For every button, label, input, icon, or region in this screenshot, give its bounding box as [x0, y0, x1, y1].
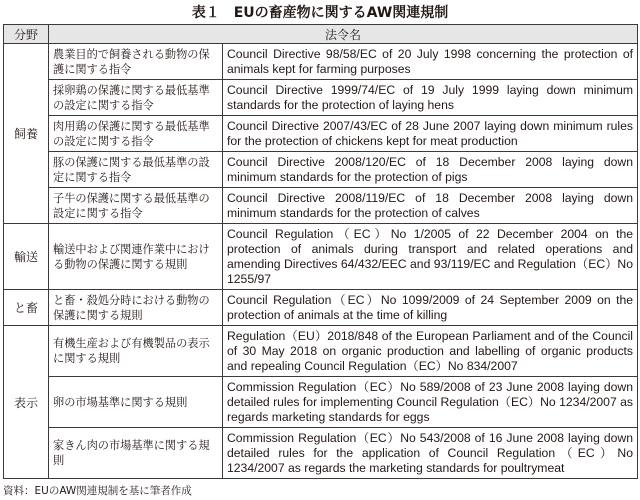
- table-row: [4, 152, 638, 188]
- header-category: 分野: [4, 25, 49, 44]
- law-name-jp: 卵の市場基準に関する規則: [49, 377, 223, 428]
- category-cell: 飼養: [4, 44, 49, 224]
- table-title: 表１ EUの畜産物に関するAW関連規制: [191, 5, 449, 21]
- law-name-en: Council Directive 2008/120/EC of 18 December 2008 laying down minimum standards for the protection of pigs: [223, 152, 638, 188]
- table-row: [4, 224, 638, 290]
- law-name-en: Council Directive 2007/43/EC of 28 June 2007 laying down minimum rules for the protection of chickens kept for meat production: [223, 116, 638, 152]
- table-row: [4, 428, 638, 479]
- law-name-en: Council Directive 2008/119/EC of 18 December 2008 laying down minimum standards for the protection of calves: [223, 188, 638, 224]
- table-row: [4, 44, 638, 80]
- table-row: [4, 116, 638, 152]
- table-row: [4, 290, 638, 326]
- law-name-en: Commission Regulation（EC）No 589/2008 of 23 June 2008 laying down detailed rules for implementing Council Regulation（EC）No 1234/2007 as regards marketing standards for eggs: [223, 377, 638, 428]
- category-cell: と畜: [4, 290, 49, 326]
- law-name-jp: 有機生産および有機製品の表示に関する規則: [49, 326, 223, 377]
- category-cell: 輸送: [4, 224, 49, 290]
- regulation-table: [3, 24, 638, 479]
- law-name-en: Council Regulation（EC）No 1/2005 of 22 December 2004 on the protection of animals during transport and related operations and amending Directives 64/432/EEC and 93/119/EC and Regulation（EC）No 1255/97: [223, 224, 638, 290]
- law-name-en: Council Regulation（EC）No 1099/2009 of 24 September 2009 on the protection of animals at the time of killing: [223, 290, 638, 326]
- law-name-en: Council Directive 1999/74/EC of 19 July 1999 laying down minimum standards for the protection of laying hens: [223, 80, 638, 116]
- header-row: [4, 25, 638, 44]
- law-name-jp: 採卵鶏の保護に関する最低基準の設定に関する指令: [49, 80, 223, 116]
- category-cell: 表示: [4, 326, 49, 479]
- table-row: [4, 377, 638, 428]
- law-name-jp: と畜・殺処分時における動物の保護に関する規則: [49, 290, 223, 326]
- table-row: [4, 188, 638, 224]
- law-name-jp: 豚の保護に関する最低基準の設定に関する指令: [49, 152, 223, 188]
- law-name-jp: 子牛の保護に関する最低基準の設定に関する指令: [49, 188, 223, 224]
- law-name-jp: 肉用鶏の保護に関する最低基準の設定に関する指令: [49, 116, 223, 152]
- law-name-en: Commission Regulation（EC）No 543/2008 of 16 June 2008 laying down detailed rules for the application of Council Regulation（EC）No 1234/2007 as regards the marketing standards for poultrymeat: [223, 428, 638, 479]
- law-name-jp: 農業目的で飼養される動物の保護に関する指令: [49, 44, 223, 80]
- table-row: [4, 80, 638, 116]
- law-name-jp: 家きん肉の市場基準に関する規則: [49, 428, 223, 479]
- source-note: 資料：EUのAW関連規制を基に筆者作成: [3, 485, 192, 497]
- law-name-en: Regulation（EU）2018/848 of the European Parliament and of the Council of 30 May 2018 on organic production and labelling of organic products and repealing Council Regulation（EC）No 834/2007: [223, 326, 638, 377]
- header-law: 法令名: [49, 25, 638, 44]
- table-row: [4, 326, 638, 377]
- law-name-jp: 輸送中および関連作業中における動物の保護に関する規則: [49, 224, 223, 290]
- law-name-en: Council Directive 98/58/EC of 20 July 1998 concerning the protection of animals kept for farming purposes: [223, 44, 638, 80]
